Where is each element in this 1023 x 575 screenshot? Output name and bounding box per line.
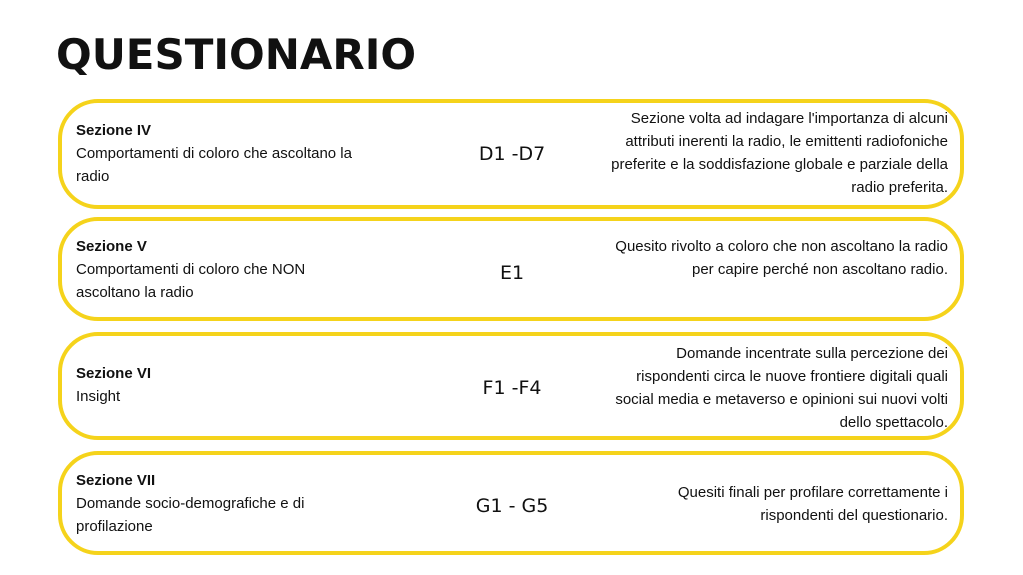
section-subtitle: Insight <box>76 388 121 405</box>
section-heading <box>76 469 356 538</box>
question-range: D1 -D7 <box>478 143 546 165</box>
section-heading <box>76 235 356 304</box>
section-card <box>58 217 964 321</box>
section-title: Sezione VI <box>76 365 152 382</box>
section-card <box>58 99 964 209</box>
section-title: Sezione VII <box>76 472 156 489</box>
section-title: Sezione IV <box>76 122 152 139</box>
page-title: QUESTIONARIO <box>56 30 417 79</box>
section-description: Sezione volta ad indagare l'importanza di alcuni attributi inerenti la radio, le emittenti radiofoniche preferite e la soddisfazione globale e parziale della radio preferita. <box>611 110 948 196</box>
section-title: Sezione V <box>76 238 147 255</box>
section-card <box>58 451 964 555</box>
section-heading <box>76 119 356 188</box>
question-range: E1 <box>499 262 525 284</box>
section-heading <box>76 362 356 408</box>
section-subtitle: Domande socio-demografiche e di profilazione <box>76 495 305 535</box>
section-description: Quesito rivolto a coloro che non ascoltano la radio per capire perché non ascoltano radio. <box>615 238 948 278</box>
section-description: Domande incentrate sulla percezione dei rispondenti circa le nuove frontiere digitali quali social media e metaverso e opinioni sui nuovi volti dello spettacolo. <box>615 345 948 431</box>
section-subtitle: Comportamenti di coloro che NON ascoltano la radio <box>76 261 306 301</box>
question-range: G1 - G5 <box>475 495 549 517</box>
section-card <box>58 332 964 440</box>
question-range: F1 -F4 <box>482 377 542 399</box>
section-subtitle: Comportamenti di coloro che ascoltano la radio <box>76 145 352 185</box>
section-description: Quesiti finali per profilare correttamente i rispondenti del questionario. <box>677 484 948 524</box>
